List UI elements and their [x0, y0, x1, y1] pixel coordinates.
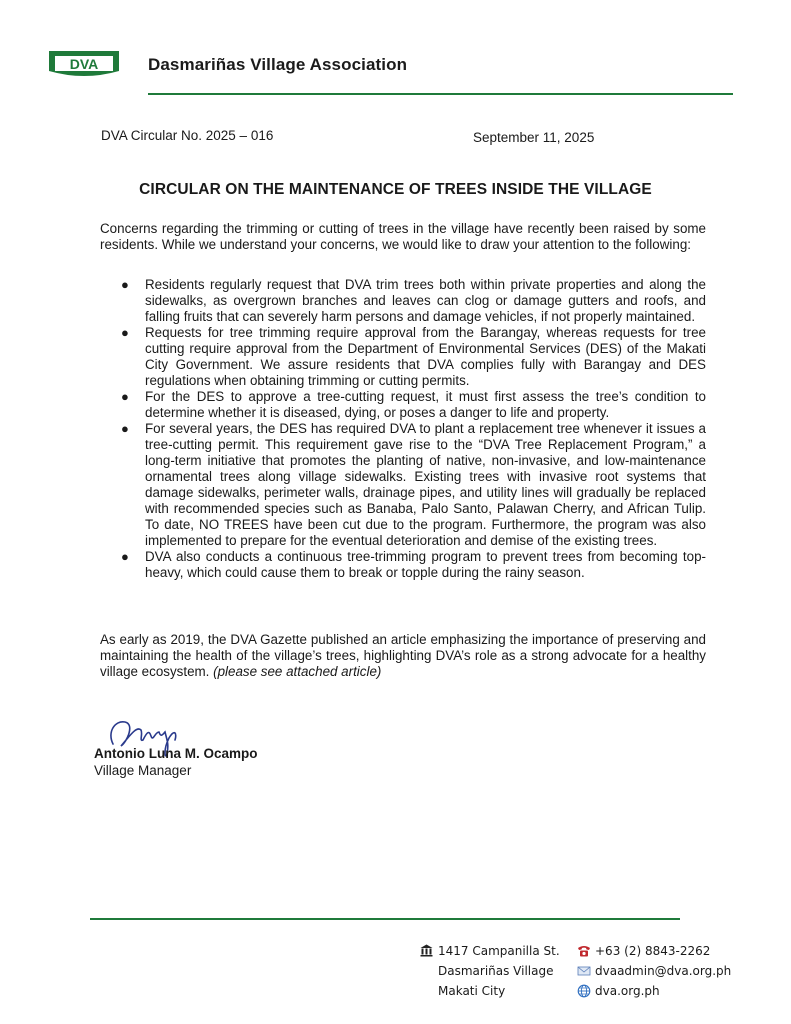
- bullet-icon: ●: [121, 549, 129, 564]
- signer-title: Village Manager: [94, 763, 192, 778]
- address-line-1: [420, 941, 560, 961]
- bullet-text: DVA also conducts a continuous tree-trimming program to prevent trees from becoming top-heavy, which could cause them to break or topple during the rainy season.: [145, 549, 706, 580]
- org-name: Dasmariñas Village Association: [148, 55, 408, 74]
- dva-logo: [47, 49, 121, 79]
- closing-text: As early as 2019, the DVA Gazette published an article emphasizing the importance of preserving and maintaining the health of the village’s trees, highlighting DVA’s role as a strong advocate for a healthy village ecosystem.: [100, 632, 706, 679]
- bullet-icon: ●: [121, 421, 129, 436]
- footer-divider: [90, 918, 680, 920]
- circular-number: DVA Circular No. 2025 – 016: [101, 128, 274, 143]
- bullet-icon: ●: [121, 277, 129, 292]
- website-text[interactable]: dva.org.ph: [595, 984, 660, 998]
- circular-title: CIRCULAR ON THE MAINTENANCE OF TREES INSIDE THE VILLAGE: [139, 181, 652, 198]
- footer-address: [420, 941, 560, 1001]
- bullet-text: For the DES to approve a tree-cutting request, it must first assess the tree’s condition to determine whether it is diseased, dying, or poses a danger to life and property.: [145, 389, 706, 420]
- list-item: [100, 277, 706, 325]
- email-line[interactable]: [577, 961, 731, 981]
- list-item: [100, 325, 706, 389]
- bullet-text: Residents regularly request that DVA trim trees both within private properties and along the sidewalks, as overgrown branches and leaves can clog or damage gutters and roofs, and falling fruits that can severely harm persons and damage vehicles, if not properly maintained.: [145, 277, 706, 324]
- closing-paragraph: [100, 632, 706, 680]
- bullet-text: Requests for tree trimming require approval from the Barangay, whereas requests for tree cutting require approval from the Department of Environmental Services (DES) of the Makati City Government. We assure residents that DVA complies fully with Barangay and DES regulations when obtaining trimming or cutting permits.: [145, 325, 706, 388]
- bullet-list: [100, 277, 706, 581]
- logo-text: DVA: [69, 56, 99, 72]
- email-text[interactable]: dvaadmin@dva.org.ph: [595, 964, 732, 978]
- phone-icon: [577, 944, 591, 958]
- address-line-3: Makati City: [438, 984, 506, 998]
- email-icon: [577, 964, 591, 978]
- circular-date: September 11, 2025: [473, 130, 595, 145]
- building-icon: [420, 944, 433, 957]
- phone-text: +63 (2) 8843-2262: [595, 944, 711, 958]
- list-item: [100, 421, 706, 549]
- bullet-icon: ●: [121, 325, 129, 340]
- website-line[interactable]: [577, 981, 731, 1001]
- globe-icon: [577, 984, 591, 998]
- footer-contact: [577, 941, 731, 1001]
- header-divider: [148, 93, 733, 95]
- address-line-2: Dasmariñas Village: [438, 964, 554, 978]
- list-item: [100, 389, 706, 421]
- intro-paragraph: Concerns regarding the trimming or cutting of trees in the village have recently been raised by some residents. While we understand your concerns, we would like to draw your attention to the following:: [100, 221, 706, 252]
- phone-line: [577, 941, 731, 961]
- bullet-icon: ●: [121, 389, 129, 404]
- closing-note: (please see attached article): [213, 664, 382, 679]
- address-text: 1417 Campanilla St.: [438, 944, 560, 958]
- list-item: [100, 549, 706, 581]
- signer-name: Antonio Luna M. Ocampo: [94, 746, 258, 761]
- bullet-text: For several years, the DES has required DVA to plant a replacement tree whenever it issues a tree-cutting permit. This requirement gave rise to the “DVA Tree Replacement Program,” a long-term initiative that promotes the planting of native, non-invasive, and low-maintenance ornamental trees along village sidewalks. Existing trees with invasive root systems that damage sidewalks, perimeter walls, drainage pipes, and utility lines will gradually be replaced with recommended species such as Banaba, Palo Santo, Palawan Cherry, and African Tulip. To date, NO TREES have been cut due to the program. Furthermore, the program was also implemented to prepare for the eventual deterioration and demise of the existing trees.: [145, 421, 706, 548]
